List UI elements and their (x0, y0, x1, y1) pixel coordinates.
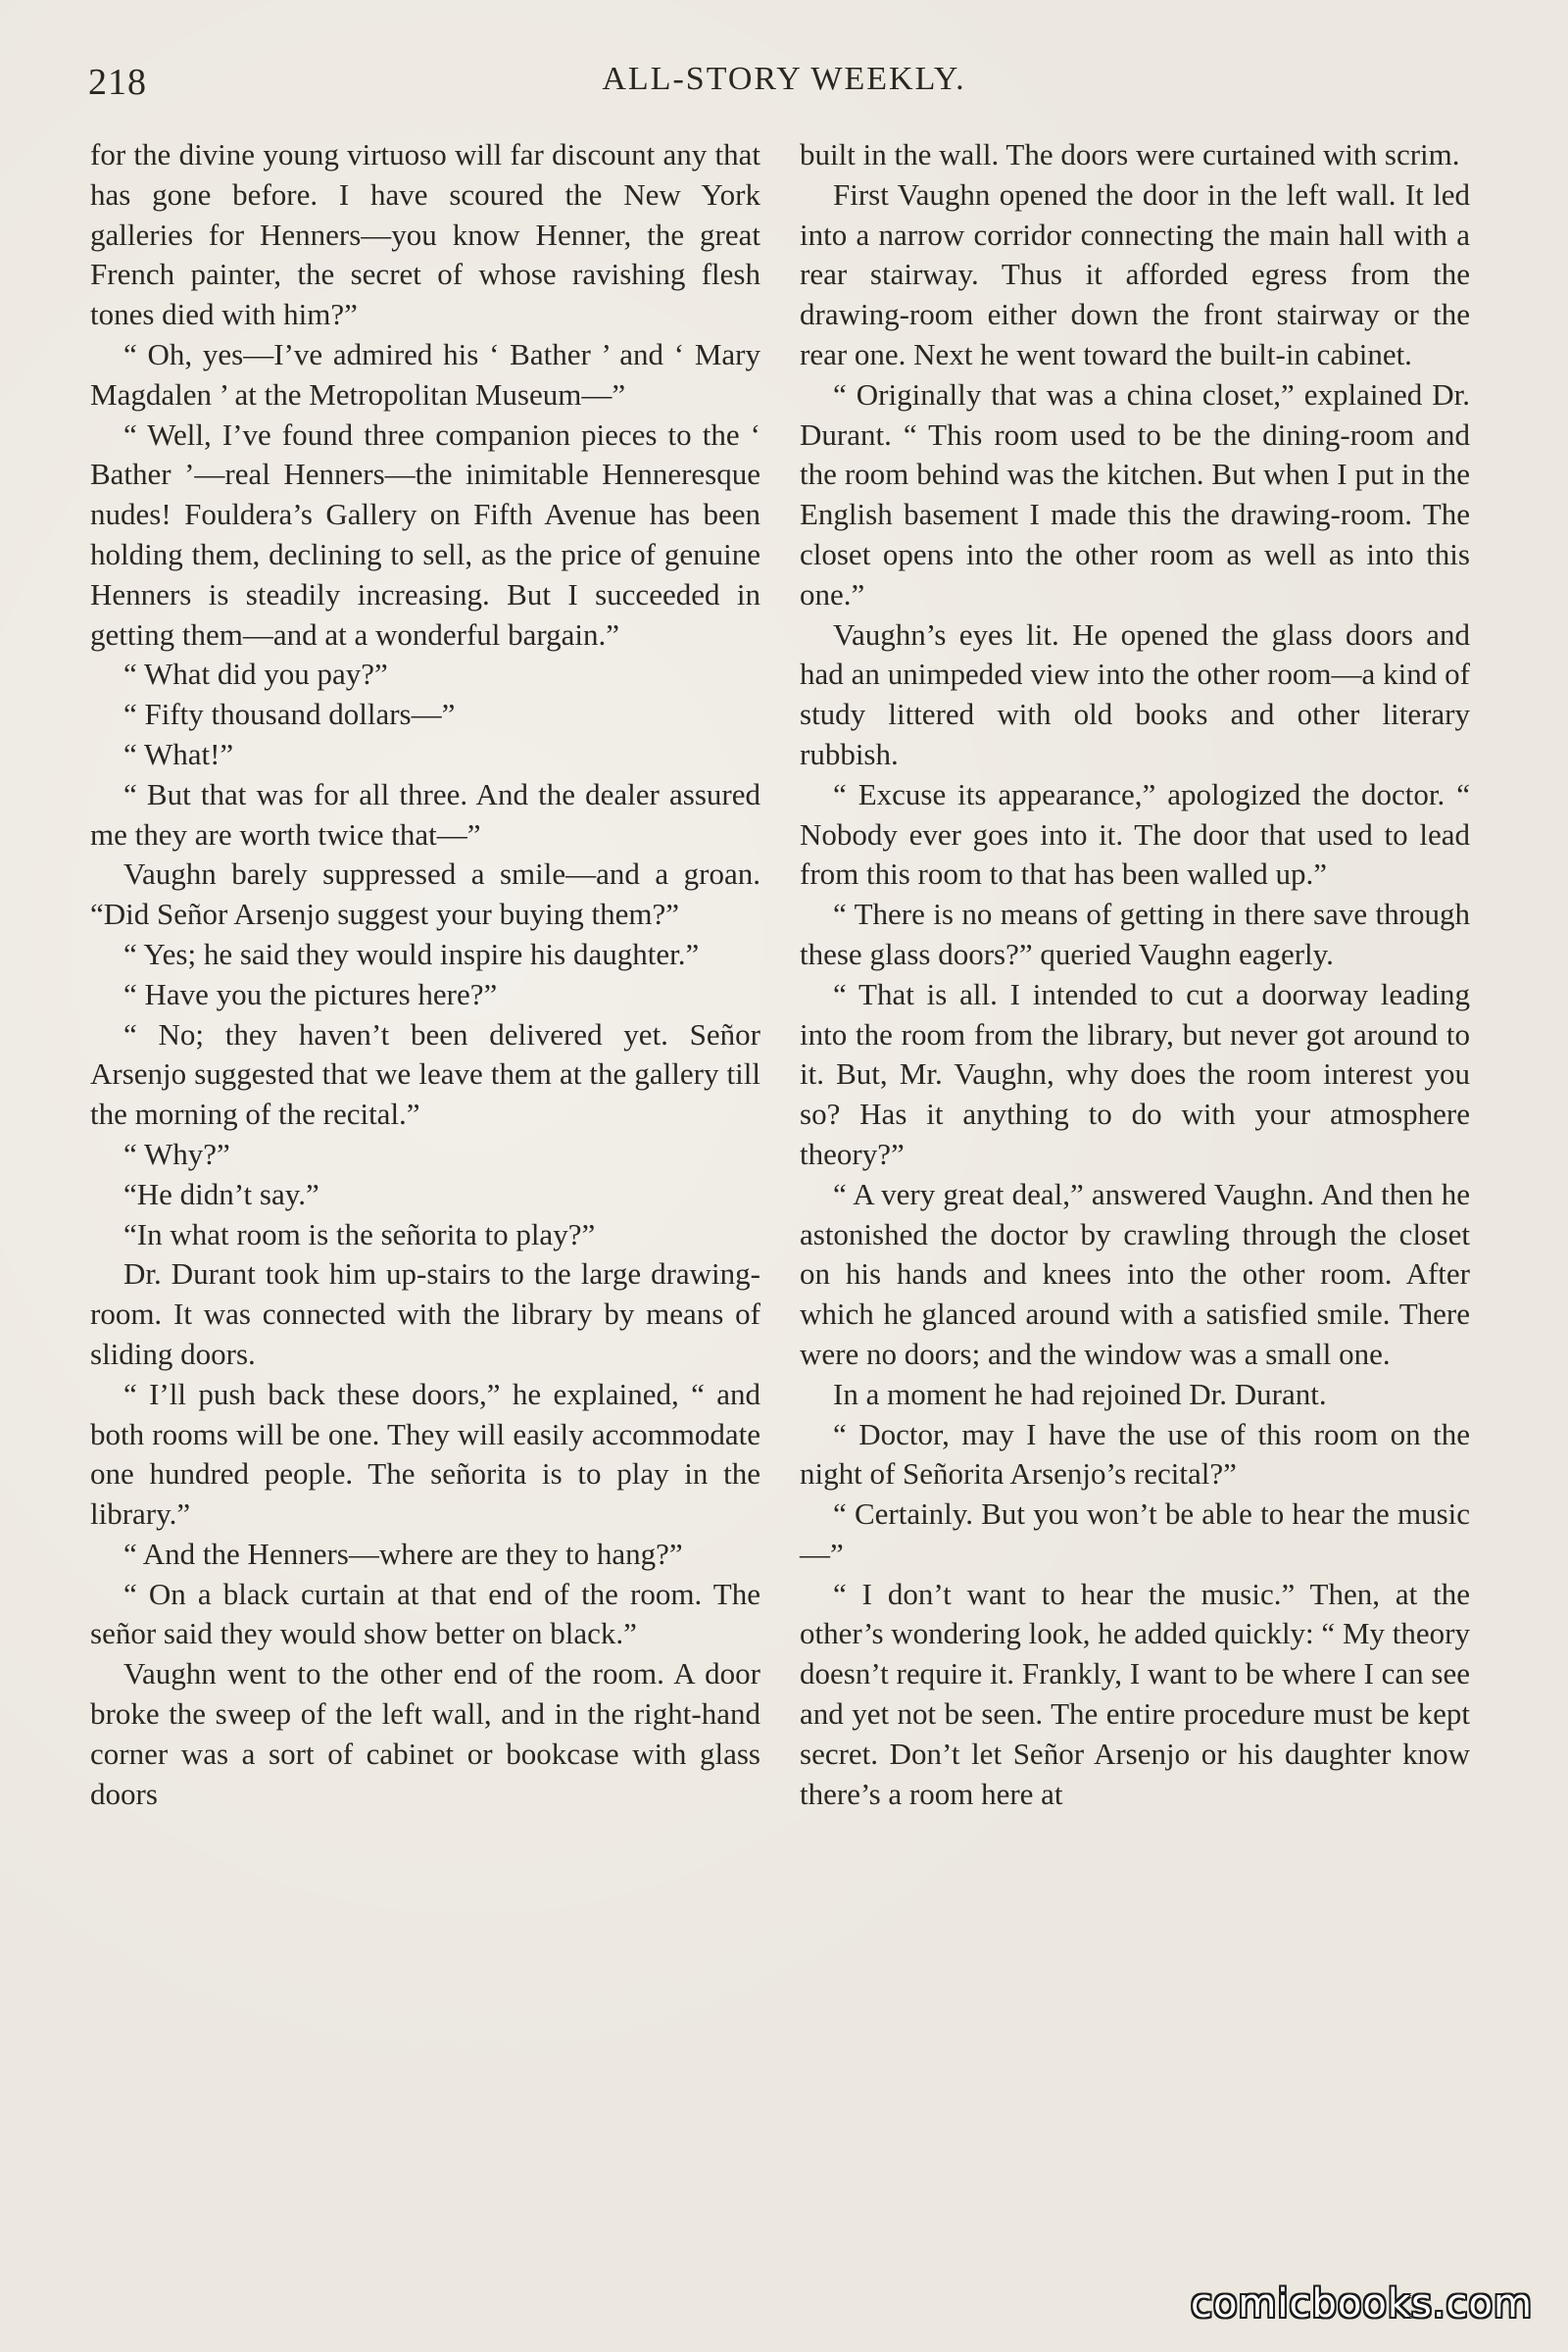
page-number: 218 (88, 62, 147, 103)
paragraph: for the divine young virtuoso will far discount any that has gone before. I have scoured the New York galleries for Henners—you know Henner, the great French painter, the secret of whose ravishing flesh tones died with him?” (90, 137, 760, 332)
paragraph: “ Fifty thousand dollars—” (123, 697, 456, 732)
paragraph: “ Well, I’ve found three companion pieces to the ‘ Bather ’—real Henners—the inimitable Henneresque nudes! Fouldera’s Gallery on Fifth Avenue has been holding them, declining to sell, as the price of genuine Henners is steadily increasing. But I succeeded in getting them—and at a wonderful bargain.” (90, 416, 760, 652)
paragraph: “ There is no means of getting in there save through these glass doors?” queried Vaughn eagerly. (800, 897, 1470, 971)
paragraph: “ Originally that was a china closet,” explained Dr. Durant. “ This room used to be the dining-room and the room behind was the kitchen. But when I put in the English basement I made this the drawing-room. The closet opens into the other room as well as into this one.” (800, 376, 1470, 612)
paragraph: built in the wall. The doors were curtained with scrim. (800, 137, 1460, 172)
paragraph: Vaughn barely suppressed a smile—and a groan. “Did Señor Arsenjo suggest your buying them?” (90, 857, 760, 932)
paragraph: “ Have you the pictures here?” (123, 976, 498, 1011)
right-text-column (800, 135, 1470, 1814)
watermark-logo: comicbooks.com (1190, 2281, 1533, 2327)
paragraph: In a moment he had rejoined Dr. Durant. (833, 1376, 1327, 1411)
paragraph: “In what room is the señorita to play?” (123, 1216, 596, 1251)
magazine-title: ALL-STORY WEEKLY. (602, 61, 966, 97)
paragraph: “He didn’t say.” (123, 1176, 319, 1211)
paragraph: “ A very great deal,” answered Vaughn. And then he astonished the doctor by crawling through the closet on his hands and knees into the other room. After which he glanced around with a satisfied smile. There were no doors; and the window was a small one. (800, 1176, 1470, 1371)
page-header (88, 61, 1480, 108)
paragraph: “ Excuse its appearance,” apologized the doctor. “ Nobody ever goes into it. The door that used to lead from this room to that has been walled up.” (800, 776, 1470, 892)
paragraph: Vaughn went to the other end of the room. A door broke the sweep of the left wall, and in the right-hand corner was a sort of cabinet or bookcase with glass doors (90, 1656, 760, 1811)
paragraph: “ What!” (123, 736, 234, 771)
paragraph: “ Why?” (123, 1136, 230, 1171)
left-text-column (90, 135, 760, 1814)
paragraph: “ I don’t want to hear the music.” Then, at the other’s wondering look, he added quickly: “ My theory doesn’t require it. Frankly, I want to be where I can see and yet not be seen. The entire procedure must be kept secret. Don’t let Señor Arsenjo or his daughter know there’s a room here at (800, 1576, 1470, 1811)
paragraph: “ Oh, yes—I’ve admired his ‘ Bather ’ and ‘ Mary Magdalen ’ at the Metropolitan Museum—” (90, 336, 760, 412)
paragraph: Dr. Durant took him up-stairs to the large drawing-room. It was connected with the library by means of sliding doors. (90, 1256, 760, 1371)
paragraph: “ Yes; he said they would inspire his daughter.” (123, 936, 700, 971)
paragraph: “ And the Henners—where are they to hang?” (123, 1536, 683, 1571)
paragraph: “ Doctor, may I have the use of this room on the night of Señorita Arsenjo’s recital?” (800, 1416, 1470, 1492)
paragraph: “ That is all. I intended to cut a doorway leading into the room from the library, but never got around to it. But, Mr. Vaughn, why does the room interest you so? Has it anything to do with your atmosphere theory?” (800, 976, 1470, 1171)
paragraph: Vaughn’s eyes lit. He opened the glass doors and had an unimpeded view into the other room—a kind of study littered with old books and other literary rubbish. (800, 616, 1470, 771)
paragraph: “ No; they haven’t been delivered yet. Señor Arsenjo suggested that we leave them at the gallery till the morning of the recital.” (90, 1016, 760, 1132)
paragraph: “ On a black curtain at that end of the room. The señor said they would show better on black.” (90, 1576, 760, 1651)
paragraph: “ What did you pay?” (123, 657, 388, 692)
paragraph: First Vaughn opened the door in the left wall. It led into a narrow corridor connecting the main hall with a rear stairway. Thus it afforded egress from the drawing-room either down the front stairway or the rear one. Next he went toward the built-in cabinet. (800, 176, 1470, 371)
paragraph: “ But that was for all three. And the dealer assured me they are worth twice that—” (90, 776, 760, 852)
paragraph: “ Certainly. But you won’t be able to hear the music—” (800, 1496, 1470, 1571)
paragraph: “ I’ll push back these doors,” he explained, “ and both rooms will be one. They will easily accommodate one hundred people. The señorita is to play in the library.” (90, 1376, 760, 1532)
